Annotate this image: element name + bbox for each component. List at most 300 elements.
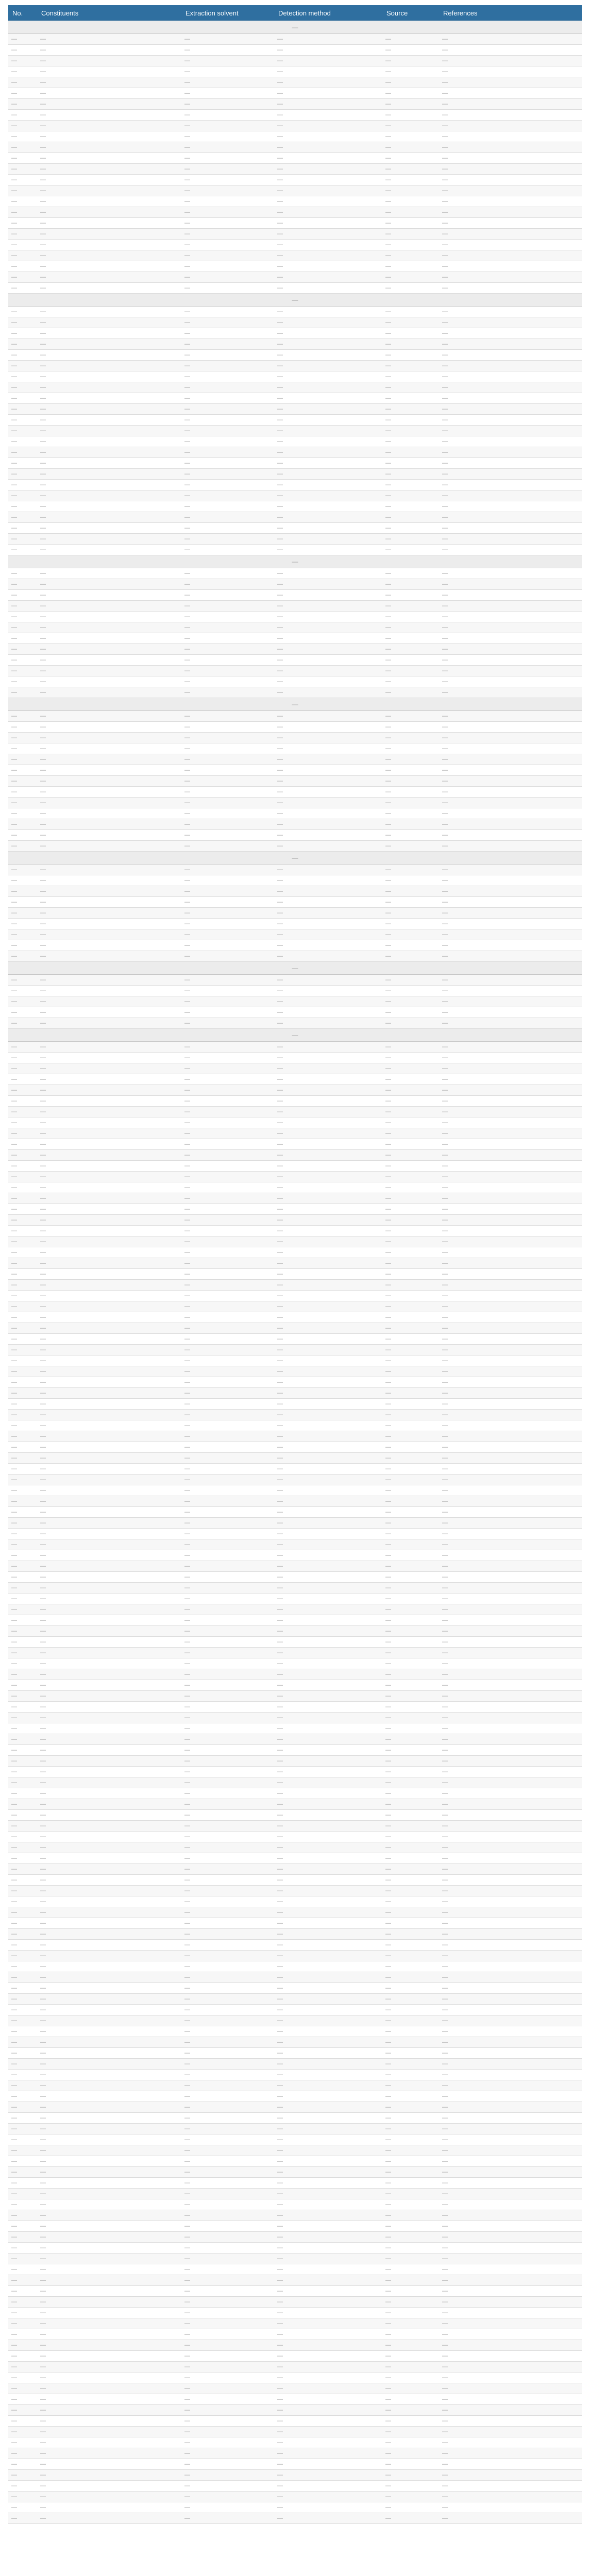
table-cell: — [181,1658,274,1669]
table-cell: — [8,2221,37,2232]
table-cell: — [439,1507,582,1518]
table-cell: — [8,1604,37,1615]
table-cell: — [439,99,582,110]
table-cell: — [274,2437,382,2448]
table-row [8,66,582,77]
table-cell: — [37,1128,181,1139]
table-cell: — [439,2124,582,2134]
table-cell: — [274,2253,382,2264]
table-cell: — [181,1312,274,1323]
table-cell: — [439,1485,582,1496]
table-cell: — [181,1615,274,1626]
table-cell: — [181,2015,274,2026]
table-cell: — [37,1518,181,1529]
table-row [8,1961,582,1972]
table-cell: — [181,1756,274,1767]
table-cell: — [274,1896,382,1907]
table-row [8,1269,582,1280]
table-cell: — [382,2253,439,2264]
table-cell: — [181,121,274,131]
table-cell: — [8,819,37,830]
table-cell: — [37,2470,181,2481]
table-row [8,687,582,698]
table-cell: — [274,469,382,480]
table-cell: — [382,1247,439,1258]
table-cell: — [181,986,274,996]
table-row [8,2362,582,2372]
table-cell: — [181,404,274,415]
table-cell: — [8,1680,37,1691]
table-cell: — [37,711,181,722]
table-cell: — [382,207,439,218]
table-cell: — [181,218,274,229]
table-cell: — [274,1107,382,1117]
table-cell: — [382,415,439,426]
table-cell: — [181,1626,274,1637]
table-cell: — [8,2264,37,2275]
table-cell: — [8,787,37,798]
table-cell: — [8,1691,37,1702]
table-cell: — [274,1648,382,1658]
table-cell: — [8,501,37,512]
table-row [8,1767,582,1777]
table-cell: — [382,1410,439,1420]
table-cell: — [8,2178,37,2189]
table-cell: — [181,1896,274,1907]
table-cell: — [37,350,181,361]
table-cell: — [8,2513,37,2524]
table-cell: — [382,1561,439,1572]
table-row [8,2459,582,2470]
table-cell: — [274,1767,382,1777]
table-row [8,2199,582,2210]
table-cell: — [439,644,582,655]
table-row [8,1431,582,1442]
table-cell: — [37,1669,181,1680]
table-cell: — [439,175,582,185]
table-cell: — [382,590,439,601]
table-cell: — [37,1161,181,1172]
table-cell: — [37,2113,181,2124]
table-cell: — [181,2492,274,2502]
table-cell: — [274,404,382,415]
table-cell: — [274,2015,382,2026]
table-cell: — [181,2189,274,2199]
table-row [8,1193,582,1204]
table-cell: — [8,1810,37,1821]
table-cell: — [8,1226,37,1236]
table-cell: — [382,865,439,875]
table-cell: — [37,1821,181,1832]
table-cell: — [37,1323,181,1334]
table-cell: — [439,1734,582,1745]
table-cell: — [8,776,37,787]
table-cell: — [37,501,181,512]
table-cell: — [274,512,382,523]
table-cell: — [37,601,181,612]
table-row [8,1410,582,1420]
table-cell: — [274,317,382,328]
table-cell: — [382,1323,439,1334]
table-row [8,1442,582,1453]
table-cell: — [37,1767,181,1777]
table-cell: — [382,56,439,66]
table-cell: — [439,1583,582,1594]
table-cell: — [382,2502,439,2513]
table-cell: — [439,1007,582,1018]
table-cell: — [382,1929,439,1940]
table-cell: — [439,1518,582,1529]
table-cell: — [274,2405,382,2416]
table-cell: — [274,121,382,131]
table-cell: — [274,110,382,121]
table-cell: — [382,131,439,142]
table-cell: — [439,951,582,962]
table-row [8,307,582,317]
table-cell: — [8,2405,37,2416]
table-cell: — [439,601,582,612]
table-cell: — [8,1042,37,1053]
table-cell: — [274,1907,382,1918]
table-cell: — [439,218,582,229]
table-cell: — [8,2080,37,2091]
table-cell: — [181,480,274,490]
table-cell: — [382,1648,439,1658]
table-cell: — [37,77,181,88]
table-cell: — [8,1626,37,1637]
table-cell: — [439,350,582,361]
table-cell: — [37,1983,181,1994]
table-cell: — [382,272,439,283]
table-cell: — [181,1193,274,1204]
table-cell: — [382,1442,439,1453]
table-cell: — [382,1572,439,1583]
table-cell: — [181,776,274,787]
table-cell: — [382,1464,439,1475]
table-cell: — [274,339,382,350]
table-cell: — [8,66,37,77]
table-cell: — [439,1453,582,1464]
table-cell: — [37,1929,181,1940]
table-cell: — [181,1853,274,1864]
table-row [8,1842,582,1853]
table-cell: — [274,1366,382,1377]
table-row [8,1258,582,1269]
table-cell: — [181,1161,274,1172]
table-cell: — [37,1702,181,1713]
table-cell: — [8,929,37,940]
table-cell: — [382,350,439,361]
table-cell: — [382,633,439,644]
table-cell: — [37,1475,181,1485]
table-cell: — [274,1951,382,1961]
table-cell: — [181,1886,274,1896]
table-row [8,1539,582,1550]
table-cell: — [8,2091,37,2102]
table-cell: — [274,426,382,436]
table-cell: — [439,1767,582,1777]
table-cell: — [439,1204,582,1215]
table-cell: — [439,787,582,798]
table-row [8,1291,582,1301]
table-cell: — [181,339,274,350]
table-cell: — [181,1799,274,1810]
table-cell: — [439,2502,582,2513]
table-cell: — [181,1539,274,1550]
table-cell: — [274,568,382,579]
table-row [8,2437,582,2448]
table-cell: — [37,371,181,382]
table-cell: — [274,1539,382,1550]
table-cell: — [274,2145,382,2156]
table-cell: — [439,875,582,886]
table-cell: — [37,207,181,218]
table-cell: — [37,1637,181,1648]
table-cell: — [8,1117,37,1128]
table-cell: — [37,633,181,644]
table-cell: — [37,1842,181,1853]
table-cell: — [37,865,181,875]
table-cell: — [274,2308,382,2318]
table-row [8,1723,582,1734]
table-cell: — [181,765,274,776]
table-cell: — [382,754,439,765]
table-cell: — [181,34,274,45]
table-cell: — [439,2134,582,2145]
table-cell: — [8,722,37,733]
table-cell: — [274,1561,382,1572]
table-cell: — [382,2416,439,2427]
table-cell: — [181,2513,274,2524]
table-cell: — [181,164,274,175]
table-row [8,1713,582,1723]
table-cell: — [439,865,582,875]
table-cell: — [382,382,439,393]
table-cell: — [382,1983,439,1994]
table-cell: — [274,1713,382,1723]
table-cell: — [181,2167,274,2178]
table-cell: — [37,436,181,447]
table-cell: — [382,1626,439,1637]
table-cell: — [8,1669,37,1680]
table-cell: — [382,545,439,555]
table-cell: — [37,480,181,490]
table-row [8,2113,582,2124]
table-cell: — [439,1420,582,1431]
table-cell: — [37,2005,181,2015]
table-cell: — [181,382,274,393]
table-row [8,919,582,929]
table-cell: — [274,2275,382,2286]
table-cell: — [181,830,274,841]
table-cell: — [382,568,439,579]
table-cell: — [274,1150,382,1161]
table-cell: — [382,2156,439,2167]
table-cell: — [8,1420,37,1431]
table-cell: — [439,929,582,940]
table-cell: — [274,1128,382,1139]
table-cell: — [37,841,181,852]
table-cell: — [181,307,274,317]
table-cell: — [8,2502,37,2513]
table-row [8,765,582,776]
table-cell: — [382,250,439,261]
table-cell: — [8,382,37,393]
table-cell: — [181,1215,274,1226]
table-cell: — [181,1940,274,1951]
table-row [8,1529,582,1539]
table-cell: — [8,1280,37,1291]
table-cell: — [181,1007,274,1018]
table-cell: — [382,1431,439,1442]
table-cell: — [8,754,37,765]
table-cell: — [181,2405,274,2416]
table-cell: — [439,2232,582,2243]
table-cell: — [382,1150,439,1161]
table-cell: — [37,622,181,633]
table-cell: — [8,865,37,875]
table-row [8,2383,582,2394]
table-cell: — [8,469,37,480]
table-cell: — [382,2005,439,2015]
table-cell: — [8,350,37,361]
table-cell: — [382,2329,439,2340]
table-cell: — [439,2113,582,2124]
table-cell: — [8,601,37,612]
table-row [8,2405,582,2416]
table-cell: — [439,1550,582,1561]
table-cell: — [8,110,37,121]
table-row [8,1788,582,1799]
table-cell: — [274,929,382,940]
table-cell: — [274,1550,382,1561]
table-cell: — [439,283,582,294]
table-cell: — [37,1853,181,1864]
table-cell: — [37,886,181,897]
table-cell: — [8,798,37,808]
table-cell: — [439,1247,582,1258]
table-cell: — [382,808,439,819]
table-row [8,1637,582,1648]
table-cell: — [439,2102,582,2113]
table-cell: — [37,1539,181,1550]
table-cell: — [37,2037,181,2048]
table-cell: — [181,88,274,99]
table-cell: — [37,1280,181,1291]
table-row [8,897,582,908]
table-cell: — [274,1691,382,1702]
table-cell: — [439,2513,582,2524]
table-cell: — [8,207,37,218]
group-label: — [8,294,582,307]
table-cell: — [439,1215,582,1226]
table-cell: — [274,1961,382,1972]
table-cell: — [181,2362,274,2372]
table-cell: — [181,2113,274,2124]
table-cell: — [274,1658,382,1669]
table-cell: — [8,951,37,962]
table-cell: — [8,2383,37,2394]
table-row [8,2318,582,2329]
table-cell: — [274,996,382,1007]
table-cell: — [274,1258,382,1269]
table-cell: — [8,1301,37,1312]
table-cell: — [8,1702,37,1713]
table-cell: — [274,2264,382,2275]
table-cell: — [37,1507,181,1518]
table-row [8,458,582,469]
table-cell: — [274,1053,382,1063]
table-cell: — [439,2372,582,2383]
table-cell: — [181,808,274,819]
table-cell: — [8,733,37,743]
table-cell: — [8,512,37,523]
table-cell: — [274,2037,382,2048]
table-cell: — [274,2329,382,2340]
table-cell: — [181,2318,274,2329]
table-cell: — [439,382,582,393]
table-cell: — [382,612,439,622]
table-cell: — [382,1788,439,1799]
table-cell: — [37,121,181,131]
table-cell: — [37,798,181,808]
table-cell: — [439,2026,582,2037]
table-row [8,1777,582,1788]
table-cell: — [274,1420,382,1431]
table-row [8,676,582,687]
table-cell: — [382,1042,439,1053]
table-cell: — [382,1918,439,1929]
table-cell: — [37,1777,181,1788]
table-cell: — [382,2070,439,2080]
table-cell: — [274,1604,382,1615]
table-cell: — [439,2470,582,2481]
table-cell: — [8,2037,37,2048]
table-cell: — [8,2253,37,2264]
table-cell: — [181,2340,274,2351]
table-cell: — [37,1713,181,1723]
table-cell: — [181,655,274,666]
table-row [8,1226,582,1236]
table-cell: — [382,2308,439,2318]
table-cell: — [382,1637,439,1648]
table-cell: — [274,2210,382,2221]
table-cell: — [382,1907,439,1918]
table-cell: — [382,469,439,480]
table-cell: — [181,1669,274,1680]
table-header [8,5,582,21]
table-cell: — [181,951,274,962]
table-cell: — [382,1821,439,1832]
table-cell: — [37,361,181,371]
table-cell: — [439,2221,582,2232]
table-cell: — [274,480,382,490]
table-cell: — [181,1485,274,1496]
table-cell: — [37,240,181,250]
table-row [8,2156,582,2167]
table-cell: — [8,142,37,153]
table-cell: — [382,579,439,590]
table-cell: — [439,447,582,458]
table-cell: — [8,1550,37,1561]
table-row [8,940,582,951]
table-cell: — [37,765,181,776]
table-cell: — [8,436,37,447]
table-row [8,1345,582,1355]
table-cell: — [181,1972,274,1983]
table-cell: — [439,534,582,545]
table-cell: — [382,1745,439,1756]
